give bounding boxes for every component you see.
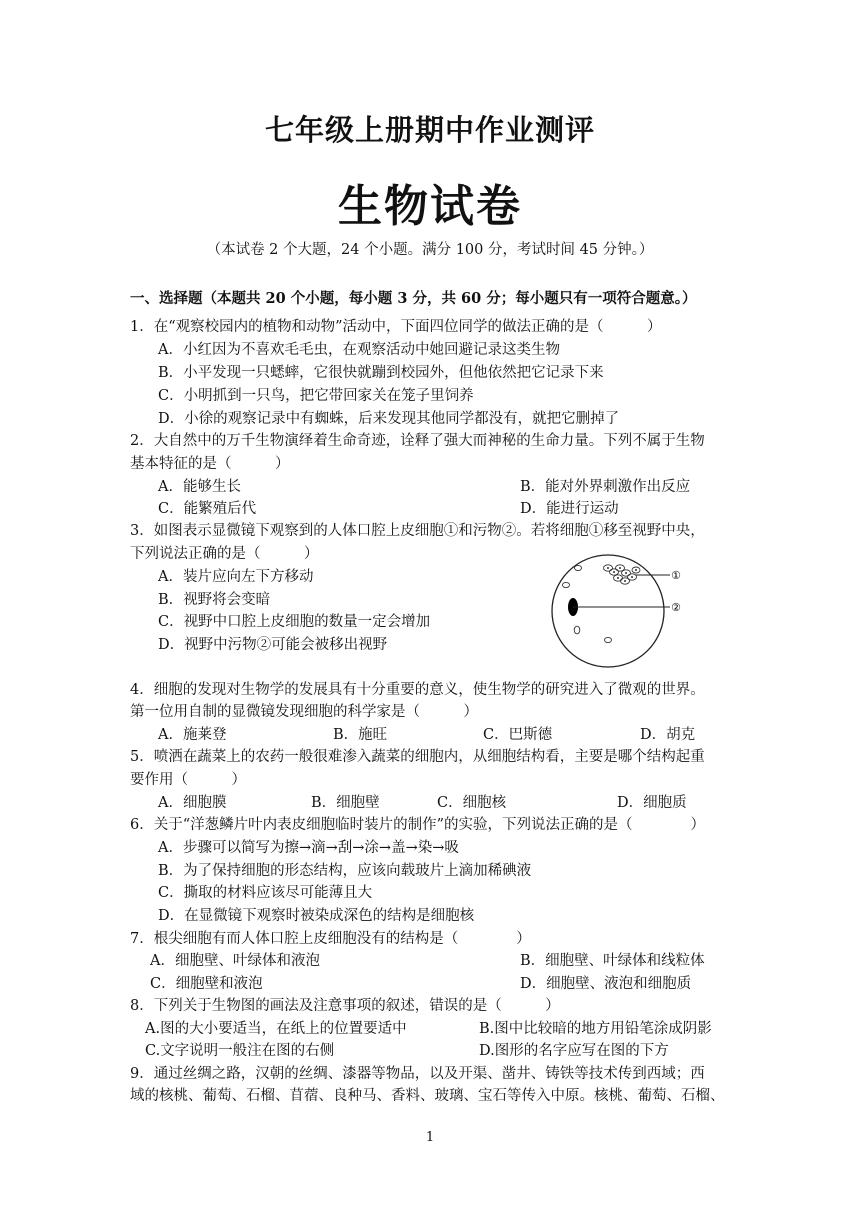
question-5-option-d: D．细胞质: [617, 795, 687, 811]
question-6-option-c: C．撕取的材料应该尽可能薄且大: [158, 885, 373, 901]
question-6-stem: 6．关于“洋葱鳞片叶内表皮细胞临时装片的制作”的实验，下列说法正确的是（ ）: [130, 817, 706, 833]
question-1-option-b: B．小平发现一只蟋蟀，它很快就蹦到校园外，但他依然把它记录下来: [158, 365, 604, 381]
question-9-line1: 9．通过丝绸之路，汉朝的丝绸、漆器等物品，以及开渠、凿井、铸铁等技术传到西域；西: [130, 1066, 705, 1082]
question-5-option-b: B．细胞壁: [311, 795, 380, 811]
question-7-option-d: D．细胞壁、液泡和细胞质: [520, 976, 692, 992]
figure-label-1: ①: [671, 569, 681, 582]
question-8-option-b: B.图中比较暗的地方用铅笔涂成阴影: [479, 1021, 712, 1037]
question-3-option-a: A．装片应向左下方移动: [158, 569, 314, 585]
question-1-option-d: D．小徐的观察记录中有蜘蛛，后来发现其他同学都没有，就把它删掉了: [158, 411, 620, 427]
question-6-option-b: B．为了保持细胞的形态结构，应该向载玻片上滴加稀碘液: [158, 863, 532, 879]
question-8-option-c: C.文字说明一般注在图的右侧: [145, 1043, 335, 1059]
question-3-stem-line2: 下列说法正确的是（ ）: [130, 546, 319, 562]
question-2-option-c: C．能繁殖后代: [158, 501, 257, 517]
question-3-option-d: D．视野中污物②可能会被移出视野: [158, 637, 388, 653]
question-7-option-c: C．细胞壁和液泡: [150, 976, 263, 992]
question-1-option-a: A．小红因为不喜欢毛毛虫，在观察活动中她回避记录这类生物: [158, 342, 560, 358]
question-6-option-a: A．步骤可以简写为擦→滴→刮→涂→盖→染→吸: [158, 840, 459, 856]
question-2-option-b: B．能对外界刺激作出反应: [520, 479, 691, 495]
question-6-option-d: D．在显微镜下观察时被染成深色的结构是细胞核: [158, 908, 475, 924]
page-number: 1: [425, 1130, 435, 1145]
question-7-stem: 7．根尖细胞有而人体口腔上皮细胞没有的结构是（ ）: [130, 931, 531, 947]
question-3-option-b: B．视野将会变暗: [158, 592, 271, 608]
question-3-stem-line1: 3．如图表示显微镜下观察到的人体口腔上皮细胞①和污物②。若将细胞①移至视野中央，: [130, 523, 705, 539]
question-8-option-a: A.图的大小要适当，在纸上的位置要适中: [145, 1021, 407, 1037]
exam-intro: （本试卷 2 个大题，24 个小题。满分 100 分，考试时间 45 分钟。）: [206, 242, 654, 258]
question-8-stem: 8．下列关于生物图的画法及注意事项的叙述，错误的是（ ）: [130, 998, 560, 1014]
question-1-option-c: C．小明抓到一只鸟，把它带回家关在笼子里饲养: [158, 388, 474, 404]
question-4-option-b: B．施旺: [333, 727, 388, 743]
question-9-line2: 域的核桃、葡萄、石榴、苜蓿、良种马、香料、玻璃、宝石等传入中原。核桃、葡萄、石榴、: [130, 1088, 725, 1104]
question-7-option-b: B．细胞壁、叶绿体和线粒体: [520, 953, 705, 969]
question-2-stem-line1: 2．大自然中的万千生物演绎着生命奇迹，诠释了强大而神秘的生命力量。下列不属于生物: [130, 433, 705, 449]
question-4-option-d: D．胡克: [640, 727, 696, 743]
question-2-option-a: A．能够生长: [158, 479, 241, 495]
exam-subject-title: 生物试卷: [338, 181, 522, 232]
question-5-stem-line2: 要作用（ ）: [130, 772, 246, 788]
section-heading: 一、选择题（本题共 20 个小题，每小题 3 分，共 60 分；每小题只有一项符合题意。）: [130, 290, 697, 307]
question-4-option-a: A．施莱登: [158, 727, 227, 743]
question-4-option-c: C．巴斯德: [483, 727, 553, 743]
question-2-stem-line2: 基本特征的是（ ）: [130, 456, 290, 472]
question-5-option-a: A．细胞膜: [158, 795, 227, 811]
exam-title: 七年级上册期中作业测评: [264, 113, 595, 147]
question-4-stem-line1: 4．细胞的发现对生物学的发展具有十分重要的意义，使生物学的研究进入了微观的世界。: [130, 682, 705, 698]
question-3-option-c: C．视野中口腔上皮细胞的数量一定会增加: [158, 614, 431, 630]
microscope-field-figure: [548, 548, 698, 674]
question-5-option-c: C．细胞核: [437, 795, 507, 811]
figure-label-2: ②: [671, 601, 681, 614]
question-8-option-d: D.图形的名字应写在图的下方: [479, 1043, 669, 1059]
question-2-option-d: D．能进行运动: [520, 501, 619, 517]
question-4-stem-line2: 第一位用自制的显微镜发现细胞的科学家是（ ）: [130, 704, 478, 720]
question-1-stem: 1．在“观察校园内的植物和动物”活动中，下面四位同学的做法正确的是（ ）: [130, 319, 662, 335]
question-7-option-a: A．细胞壁、叶绿体和液泡: [150, 953, 320, 969]
question-5-stem-line1: 5．喷洒在蔬菜上的农药一般很难渗入蔬菜的细胞内，从细胞结构看，主要是哪个结构起重: [130, 749, 705, 765]
